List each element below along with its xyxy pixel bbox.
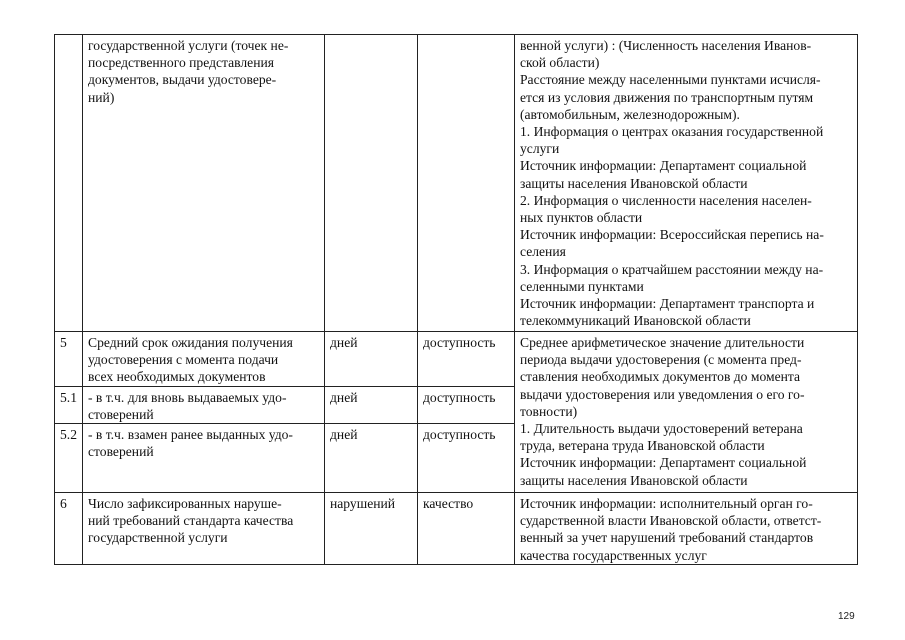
text-line: Источник информации: исполнительный орган го- bbox=[520, 496, 813, 512]
text-line: 1. Информация о центрах оказания государственной bbox=[520, 124, 824, 140]
text-line: качества государственных услуг bbox=[520, 547, 707, 563]
unit-label: дней bbox=[330, 427, 358, 443]
row-number: 5.1 bbox=[60, 389, 77, 405]
unit-cell bbox=[325, 493, 418, 565]
text-line: Источник информации: Департамент социальной bbox=[520, 158, 807, 174]
indicator-name-cell bbox=[83, 35, 325, 332]
row-number: 6 bbox=[60, 496, 67, 512]
text-line: - в т.ч. для вновь выдаваемых удо- bbox=[88, 389, 287, 405]
indicator-name-cell bbox=[83, 493, 325, 565]
row-number: 5.2 bbox=[60, 427, 77, 443]
text-line: защиты населения Ивановской области bbox=[520, 472, 748, 488]
text-line: телекоммуникаций Ивановской области bbox=[520, 313, 751, 329]
text-line: ставления необходимых документов до момента bbox=[520, 369, 801, 385]
text-line: селенными пунктами bbox=[520, 278, 644, 294]
text-line: стоверений bbox=[88, 406, 154, 422]
text-line: венной услуги) : (Численность населения Иванов- bbox=[520, 38, 812, 53]
row-number-cell bbox=[55, 35, 83, 332]
group-label: доступность bbox=[423, 335, 496, 350]
row-number-cell bbox=[55, 332, 83, 387]
page-number: 129 bbox=[838, 611, 855, 622]
text-line: защиты населения Ивановской области bbox=[520, 175, 748, 191]
text-line: периода выдачи удостоверения (с момента пред- bbox=[520, 352, 802, 368]
table-row bbox=[55, 332, 858, 387]
text-line: всех необходимых документов bbox=[88, 369, 266, 385]
text-line: посредственного представления bbox=[88, 55, 275, 71]
unit-cell bbox=[325, 386, 418, 423]
group-label: качество bbox=[423, 496, 474, 512]
text-line: выдачи удостоверения или уведомления о его го- bbox=[520, 386, 805, 402]
unit-label: дней bbox=[330, 335, 358, 350]
group-cell bbox=[418, 332, 515, 387]
method-cell bbox=[515, 493, 858, 565]
indicator-name-cell bbox=[83, 424, 325, 493]
unit-cell bbox=[325, 332, 418, 387]
unit-label: нарушений bbox=[330, 496, 396, 512]
group-label: доступность bbox=[423, 389, 496, 405]
text-line: документов, выдачи удостовере- bbox=[88, 72, 277, 88]
text-line: удостоверения с момента подачи bbox=[88, 352, 279, 368]
text-line: Среднее арифметическое значение длительности bbox=[520, 335, 805, 350]
row-number: 5 bbox=[60, 335, 67, 350]
row-number-cell bbox=[55, 493, 83, 565]
text-line: государственной услуги (точек не- bbox=[88, 38, 289, 53]
text-line: государственной услуги bbox=[88, 530, 228, 546]
text-line: сударственной власти Ивановской области, ответст- bbox=[520, 513, 822, 529]
text-line: Источник информации: Департамент социальной bbox=[520, 455, 807, 471]
row-number-cell bbox=[55, 386, 83, 423]
text-line: Источник информации: Всероссийская перепись на- bbox=[520, 227, 824, 243]
group-cell bbox=[418, 493, 515, 565]
group-cell bbox=[418, 35, 515, 332]
text-line: услуги bbox=[520, 141, 560, 157]
unit-cell bbox=[325, 424, 418, 493]
text-line: 2. Информация о численности населения населен- bbox=[520, 192, 812, 208]
text-line: Источник информации: Департамент транспорта и bbox=[520, 296, 815, 312]
table-row bbox=[55, 493, 858, 565]
text-line: ской области) bbox=[520, 55, 600, 71]
text-line: 1. Длительность выдачи удостоверений ветерана bbox=[520, 421, 803, 437]
text-line: (автомобильным, железнодорожным). bbox=[520, 106, 740, 122]
text-line: Средний срок ожидания получения bbox=[88, 335, 293, 350]
indicator-name-cell bbox=[83, 386, 325, 423]
text-line: ний требований стандарта качества bbox=[88, 513, 294, 529]
text-line: Расстояние между населенными пунктами исчисля- bbox=[520, 72, 821, 88]
text-line: венный за учет нарушений требований стандартов bbox=[520, 530, 814, 546]
text-line: 3. Информация о кратчайшем расстоянии между на- bbox=[520, 261, 824, 277]
indicators-table bbox=[54, 34, 858, 565]
text-line: ных пунктов области bbox=[520, 210, 643, 226]
group-label: доступность bbox=[423, 427, 496, 443]
text-line: товности) bbox=[520, 403, 578, 419]
group-cell bbox=[418, 424, 515, 493]
text-line: стоверений bbox=[88, 444, 154, 460]
row-number-cell bbox=[55, 424, 83, 493]
text-line: селения bbox=[520, 244, 566, 260]
text-line: труда, ветерана труда Ивановской области bbox=[520, 438, 765, 454]
text-line: ний) bbox=[88, 89, 115, 105]
text-line: Число зафиксированных наруше- bbox=[88, 496, 282, 512]
unit-label: дней bbox=[330, 389, 358, 405]
text-line: ется из условия движения по транспортным путям bbox=[520, 89, 814, 105]
text-line: - в т.ч. взамен ранее выданных удо- bbox=[88, 427, 293, 443]
method-cell bbox=[515, 35, 858, 332]
unit-cell bbox=[325, 35, 418, 332]
group-cell bbox=[418, 386, 515, 423]
indicator-name-cell bbox=[83, 332, 325, 387]
method-cell bbox=[515, 332, 858, 493]
table-row bbox=[55, 35, 858, 332]
